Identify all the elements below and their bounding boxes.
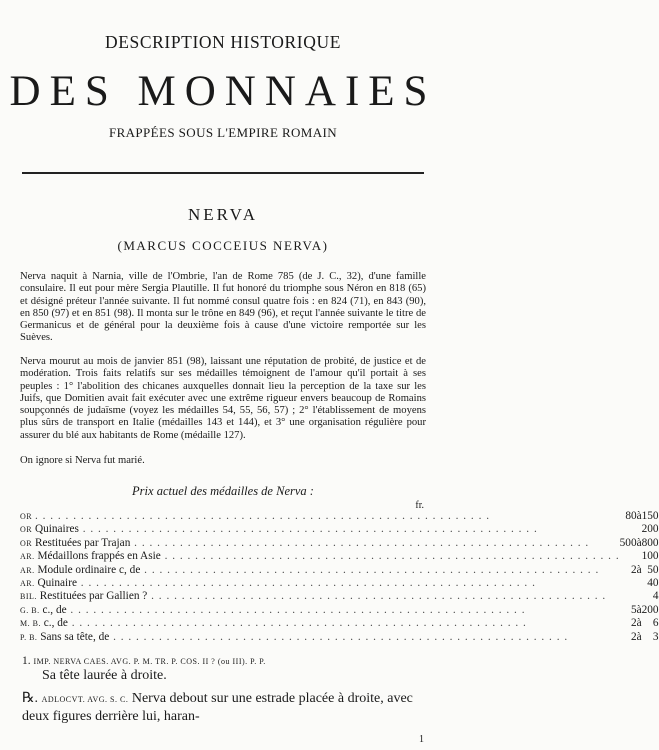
price-label: [20, 510, 620, 523]
price-separator: à: [636, 617, 642, 630]
price-label: [20, 631, 620, 644]
price-row: [20, 564, 659, 577]
price-row: [20, 523, 659, 536]
prices-heading: Prix actuel des médailles de Nerva :: [132, 484, 314, 498]
section-subtitle: (MARCUS COCCEIUS NERVA): [117, 238, 329, 253]
metal-code: AR.: [20, 552, 35, 562]
price-label: [20, 564, 620, 577]
price-label: [20, 617, 620, 630]
price-high: 3: [652, 630, 659, 643]
metal-code: AR.: [20, 579, 35, 589]
coin-entry-1: [22, 654, 428, 669]
metal-code: M. B.: [20, 619, 41, 629]
price-separator: à: [636, 536, 642, 549]
price-high: 40: [647, 577, 659, 590]
reverse-legend: ADLOCVT. AVG. S. C.: [41, 695, 129, 704]
price-item-label: c., de: [42, 603, 67, 616]
price-item-label: Quinaire: [37, 577, 77, 590]
price-low: 2: [630, 563, 637, 576]
price-unit: fr.: [415, 500, 424, 511]
price-separator: à: [636, 563, 642, 576]
dot-leader: . . . . . . . . . . . . . . . . . . . . . . . . . . . . . . . . . . . . . . . . . . . . . . . . . . . . . . . . . . . .: [109, 630, 569, 643]
reverse-symbol: ℞.: [22, 691, 39, 706]
price-high: 150: [641, 510, 659, 522]
price-item-label: Sans sa tête, de: [40, 630, 110, 643]
dot-leader: . . . . . . . . . . . . . . . . . . . . . . . . . . . . . . . . . . . . . . . . . . . . . . . . . . . . . . . . . . . .: [34, 510, 491, 522]
dot-leader: . . . . . . . . . . . . . . . . . . . . . . . . . . . . . . . . . . . . . . . . . . . . . . . . . . . . . . . . . . . .: [130, 536, 590, 549]
price-separator: à: [636, 510, 642, 522]
price-row: [20, 604, 659, 617]
price-low: [620, 577, 637, 590]
price-table: [20, 510, 659, 644]
coin-description: Sa tête laurée à droite.: [42, 668, 167, 683]
price-label: [20, 523, 620, 536]
price-high: 800: [641, 536, 659, 549]
biography-paragraph-3: On ignore si Nerva fut marié.: [20, 455, 145, 466]
price-high: 6: [652, 617, 659, 630]
metal-code: G. B.: [20, 605, 40, 615]
price-label: [20, 604, 620, 617]
price-high: 50: [647, 563, 659, 576]
price-item-label: Médaillons frappés en Asie: [37, 550, 161, 563]
price-row: [20, 510, 659, 523]
dot-leader: . . . . . . . . . . . . . . . . . . . . . . . . . . . . . . . . . . . . . . . . . . . . . . . . . . . . . . . . . . . .: [66, 603, 526, 616]
price-row: [20, 617, 659, 630]
dot-leader: . . . . . . . . . . . . . . . . . . . . . . . . . . . . . . . . . . . . . . . . . . . . . . . . . . . . . . . . . . . .: [78, 523, 538, 536]
price-row: [20, 577, 659, 590]
price-label: [20, 590, 620, 603]
price-high: 200: [641, 603, 659, 616]
dot-leader: . . . . . . . . . . . . . . . . . . . . . . . . . . . . . . . . . . . . . . . . . . . . . . . . . . . . . . . . . . . .: [140, 563, 600, 576]
price-item-label: Module ordinaire c, de: [37, 563, 141, 576]
price-label: [20, 537, 620, 550]
coin-legend: IMP. NERVA CAES. AVG. P. M. TR. P. COS. II ? (ou III). P. P.: [33, 657, 266, 666]
price-item-label: Quinaires: [34, 523, 79, 536]
metal-code: BIL.: [20, 592, 37, 602]
price-separator: à: [636, 630, 642, 643]
price-low: [620, 590, 637, 603]
price-low: [620, 550, 637, 563]
price-row: [20, 631, 659, 644]
coin-entry-reverse: [22, 690, 428, 725]
price-high: 100: [641, 550, 659, 563]
title-divider: [22, 172, 424, 174]
page-number: 1: [419, 734, 424, 745]
metal-code: OR: [20, 538, 33, 548]
dot-leader: . . . . . . . . . . . . . . . . . . . . . . . . . . . . . . . . . . . . . . . . . . . . . . . . . . . . . . . . . . . .: [67, 617, 527, 630]
price-low: 5: [630, 603, 637, 616]
book-title-line3: FRAPPÉES SOUS L'EMPIRE ROMAIN: [108, 125, 338, 140]
coin-number: 1.: [22, 655, 31, 667]
dot-leader: . . . . . . . . . . . . . . . . . . . . . . . . . . . . . . . . . . . . . . . . . . . . . . . . . . . . . . . . . . . .: [160, 550, 620, 563]
metal-code: OR: [20, 512, 33, 521]
metal-code: OR: [20, 525, 33, 535]
price-low: 2: [630, 630, 637, 643]
price-row: [20, 590, 659, 603]
price-separator: à: [636, 603, 642, 616]
book-title-main: DES MONNAIES: [9, 68, 437, 115]
price-low: 2: [630, 617, 637, 630]
price-row: [20, 537, 659, 550]
book-title-line1: DESCRIPTION HISTORIQUE: [104, 32, 341, 52]
section-title: NERVA: [187, 205, 258, 224]
biography-paragraph-2: Nerva mourut au mois de janvier 851 (98), laissant une réputation de probité, de justice et de modération. Trois faits relatifs sur ses médailles témoignent de l'amour qu'il portait à ses peuples : 1° l'abolition des chicanes auxquelles donnait lieu la perception de la taxe sur les Juifs, que Domitien avait fait exécuter avec une extrême rigueur envers beaucoup de Romains soupçonnés de judaïsme (voyez les médailles 54, 55, 56, 57) ; 2° l'établissement de moyens plus sûrs de transport en Italie (médailles 143 et 144), et 3° une organisation régulière pour assurer du blé aux habitants de Rome (médaille 127).: [20, 356, 426, 441]
price-low: [620, 523, 637, 536]
price-item-label: Restituées par Gallien ?: [39, 590, 148, 603]
price-item-label: c., de: [43, 617, 68, 630]
price-item-label: Restituées par Trajan: [34, 536, 131, 549]
price-row: [20, 550, 659, 563]
price-label: [20, 550, 620, 563]
price-low: 500: [619, 536, 637, 549]
reverse-description: Nerva debout sur une estrade placée à droite, avec deux figures derrière lui, haran-: [22, 691, 413, 724]
price-high: 200: [641, 523, 659, 536]
biography-paragraph-1: Nerva naquit à Narnia, ville de l'Ombrie, l'an de Rome 785 (de J. C., 32), d'une famille consulaire. Il eut pour mère Sergia Plautille. Il fut honoré du triomphe sous Néron en 818 (65) et désigné préteur l'année suivante. Il fut nommé consul quatre fois : en 824 (71), en 843 (90), en 850 (97) et en 851 (98). Il monta sur le trône en 849 (96), et reçut l'année suivante le titre de Germanicus et de général pour la deuxième fois à cause d'une victoire remportée sur les Suèves.: [20, 271, 426, 344]
metal-code: AR.: [20, 565, 35, 575]
dot-leader: . . . . . . . . . . . . . . . . . . . . . . . . . . . . . . . . . . . . . . . . . . . . . . . . . . . . . . . . . . . .: [76, 577, 536, 590]
price-high: 4: [652, 590, 659, 603]
price-label: [20, 577, 620, 590]
metal-code: P. B.: [20, 632, 38, 642]
dot-leader: . . . . . . . . . . . . . . . . . . . . . . . . . . . . . . . . . . . . . . . . . . . . . . . . . . . . . . . . . . . .: [147, 590, 607, 603]
price-low: 80: [625, 510, 637, 522]
